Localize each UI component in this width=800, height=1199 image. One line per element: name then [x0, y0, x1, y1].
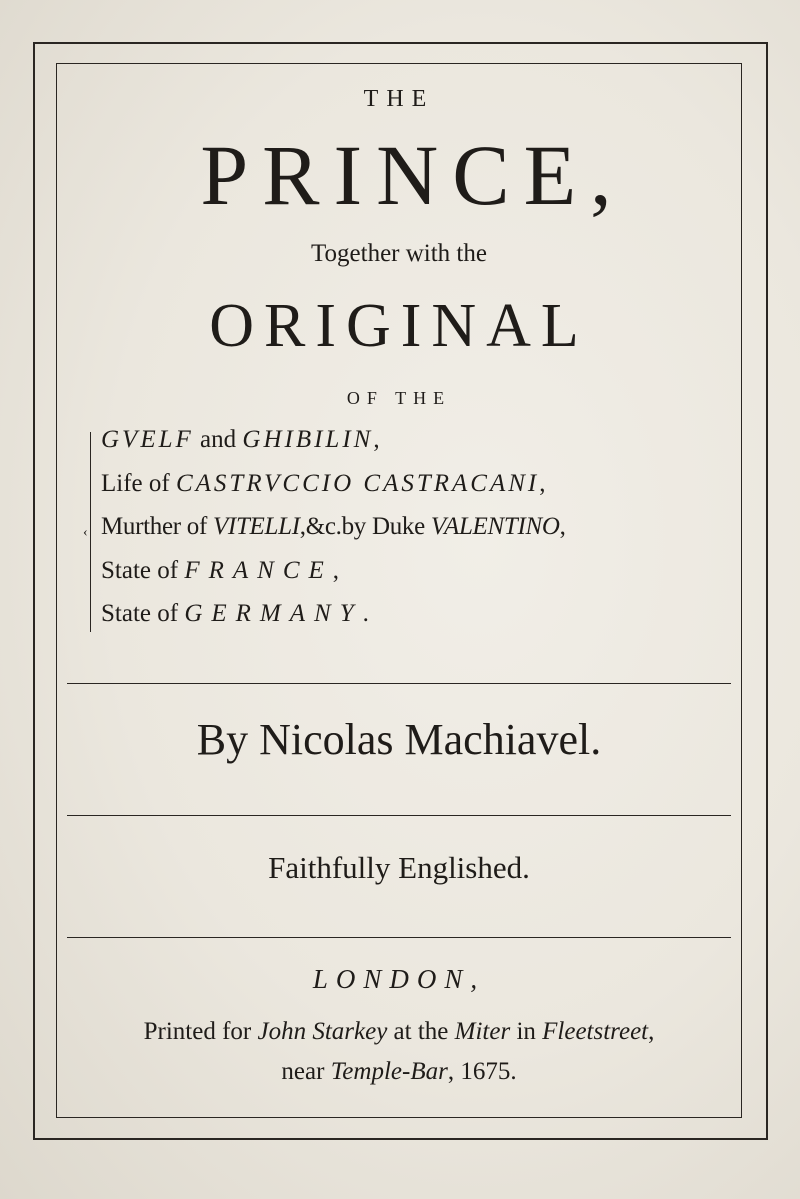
contents-text: Murther of: [101, 513, 213, 540]
imprint-place: Temple-Bar: [330, 1058, 448, 1085]
contents-punct: ,: [559, 513, 566, 540]
imprint-text: at the: [387, 1018, 455, 1045]
contents-text: and: [193, 426, 243, 453]
title-prince: PRINCE,: [200, 127, 626, 223]
imprint-sign: Miter: [454, 1018, 511, 1045]
subtitle-of-the: OF THE: [346, 388, 452, 408]
contents-italic: GVELF: [101, 426, 194, 453]
contents-italic: GERMANY: [184, 600, 363, 627]
contents-item-vitelli: [101, 513, 566, 541]
subtitle-together: Together with the: [311, 240, 487, 267]
contents-punct: ,: [332, 557, 340, 584]
imprint-year: , 1675.: [447, 1058, 517, 1085]
imprint-text: near: [281, 1058, 331, 1085]
imprint-text: Printed for: [143, 1018, 258, 1045]
divider-rule: [67, 815, 731, 816]
brace-line: [90, 432, 95, 632]
imprint-printer: John Starkey: [257, 1018, 388, 1045]
title-the: THE: [363, 86, 435, 112]
contents-text: State of: [101, 600, 185, 627]
divider-rule: [67, 683, 731, 684]
contents-item-germany: [101, 600, 369, 628]
contents-italic: FRANCE: [184, 557, 333, 584]
contents-italic: VALENTINO: [430, 513, 560, 540]
translation-line: Faithfully Englished.: [268, 850, 530, 885]
contents-text: State of: [101, 557, 185, 584]
contents-item-france: [101, 557, 339, 585]
contents-punct: .: [362, 600, 369, 627]
contents-italic: CASTRVCCIO CASTRACANI: [175, 470, 540, 497]
contents-italic: VITELLI: [212, 513, 300, 540]
contents-item-castruccio: [101, 470, 545, 498]
title-original: ORIGINAL: [209, 292, 589, 360]
contents-punct: ,: [539, 470, 546, 497]
imprint-city: LONDON,: [312, 964, 486, 994]
contents-item-gvelf: [101, 426, 380, 454]
contents-text: Life of: [101, 470, 176, 497]
imprint-printed-line: [56, 1018, 742, 1046]
divider-rule: [67, 937, 731, 938]
contents-italic: GHIBILIN: [242, 426, 374, 453]
imprint-near-line: [56, 1058, 742, 1086]
contents-text: ,&c.by Duke: [299, 513, 431, 540]
imprint-text: ,: [648, 1018, 655, 1045]
brace-point: ‹: [83, 525, 88, 540]
imprint-street: Fleetstreet: [542, 1018, 649, 1045]
author-line: By Nicolas Machiavel.: [196, 715, 602, 764]
contents-punct: ,: [373, 426, 380, 453]
imprint-text: in: [510, 1018, 543, 1045]
